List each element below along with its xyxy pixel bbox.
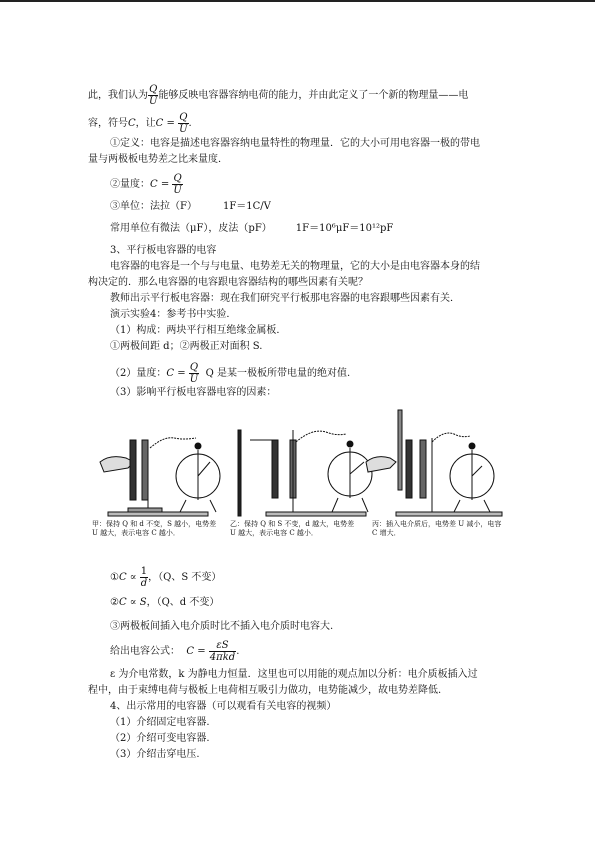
capacitor-plate <box>142 440 148 500</box>
paragraph-line: （3）影响平行板电容器电容的因素： <box>110 387 277 398</box>
text-line-1 <box>88 84 468 107</box>
figure-caption-c: 丙：插入电介质后，电势差 U 减小，电容 C 增大． <box>372 520 502 537</box>
list-item: （2）介绍可变电容器. <box>110 733 210 744</box>
figure-caption-a: 甲：保持 Q 和 d 不变，S 越小，电势差 U 越大，表示电容 C 越小． <box>92 520 217 537</box>
definition-line-1: ①定义：电容是描述电容器容纳电量特性的物理量．它的大小可用电容器一极的带电 <box>110 138 480 149</box>
capacitor-plate <box>130 440 136 500</box>
page-top-rule <box>0 0 595 2</box>
hand-icon <box>366 457 396 472</box>
paragraph-line: 构决定的．那么电容器的电容跟电容器结构的哪些因素有关呢？ <box>88 277 368 288</box>
capacitor-plate <box>272 440 278 498</box>
hand-icon <box>100 457 134 472</box>
unit-line: ③单位：法拉（F） 1F＝1C/V <box>110 201 271 212</box>
text: 能够反映电容器容纳电荷的能力，并由此定义了一个新的物理量——电 <box>158 90 469 101</box>
paragraph-line: （1）构成：两块平行相互绝缘金属板． <box>110 325 287 336</box>
paragraph-line: 电容器的电容是一个与与电量、电势差无关的物理量，它的大小是由电容器本身的结 <box>110 261 480 272</box>
fraction-eps-s-over-4pikd: εS 4πkd <box>209 640 236 663</box>
section-4-title: 4、出示常用的电容器（可以观看有关电容的视频） <box>110 701 337 712</box>
paragraph-line: ε 为介电常数，k 为静电力恒量．这里也可以用能的观点加以分析：电介质板插入过 <box>110 669 478 680</box>
fraction-q-over-u: $\frac{Q}{U}$ <box>173 173 182 196</box>
text-line-2: 容，符号C，让C = $\frac{Q}{U}$ . <box>88 112 192 135</box>
definition-line-2: 量与两极板电势差之比来量度． <box>88 154 228 165</box>
fraction-q-over-u: $\frac{Q}{U}$ <box>149 84 158 107</box>
list-item: （3）介绍击穿电压. <box>110 749 200 760</box>
capacitor-plate <box>420 440 426 498</box>
wire <box>150 438 196 448</box>
paragraph-line: 教师出示平行板电容器：现在我们研究平行板那电容器的电容跟哪些因素有关． <box>110 293 460 304</box>
fraction-q-over-u: $\frac{Q}{U}$ <box>179 112 188 135</box>
relation-1: ①C ∝ $\frac{1}{d}$ ，（Q、S 不变） <box>110 566 222 589</box>
paragraph-line: 程中，由于束缚电荷与极板上电荷相互吸引力做功，电势能减少，故电势差降低. <box>88 685 442 696</box>
capacitance-measure-line: （2）量度：C = $\frac{Q}{U}$ Q 是某一极板所带电量的绝对值. <box>110 362 351 385</box>
capacitance-formula: 给出电容公式： C = εS 4πkd . <box>110 640 240 663</box>
relation-3: ③两极板间插入电介质时比不插入电介质时电容大. <box>110 621 334 632</box>
paragraph-line: 演示实验4：参考书中实验． <box>110 309 237 320</box>
measure-line: ②量度：C = $\frac{Q}{U}$ <box>110 173 182 196</box>
capacitor-plate <box>406 440 412 498</box>
dielectric-slab <box>398 410 402 490</box>
list-item: （1）介绍固定电容器. <box>110 717 210 728</box>
fraction-one-over-d: $\frac{1}{d}$ <box>140 566 148 589</box>
relation-2: ②C ∝ S，（Q、d 不变） <box>110 597 220 608</box>
text: 此，我们认为 <box>88 90 148 101</box>
section-3-title: 3、平行板电容器的电容 <box>110 245 217 256</box>
common-units-line: 常用单位有微法（μF），皮法（pF） 1F＝10⁶μF＝10¹²pF <box>110 223 394 234</box>
paragraph-line: ①两极间距 d；②两极正对面积 S. <box>110 341 263 352</box>
figure-caption-b: 乙：保持 Q 和 S 不变，d 越大，电势差 U 越大，表示电容 C 越小． <box>230 520 355 537</box>
fraction-q-over-u: $\frac{Q}{U}$ <box>189 362 199 385</box>
